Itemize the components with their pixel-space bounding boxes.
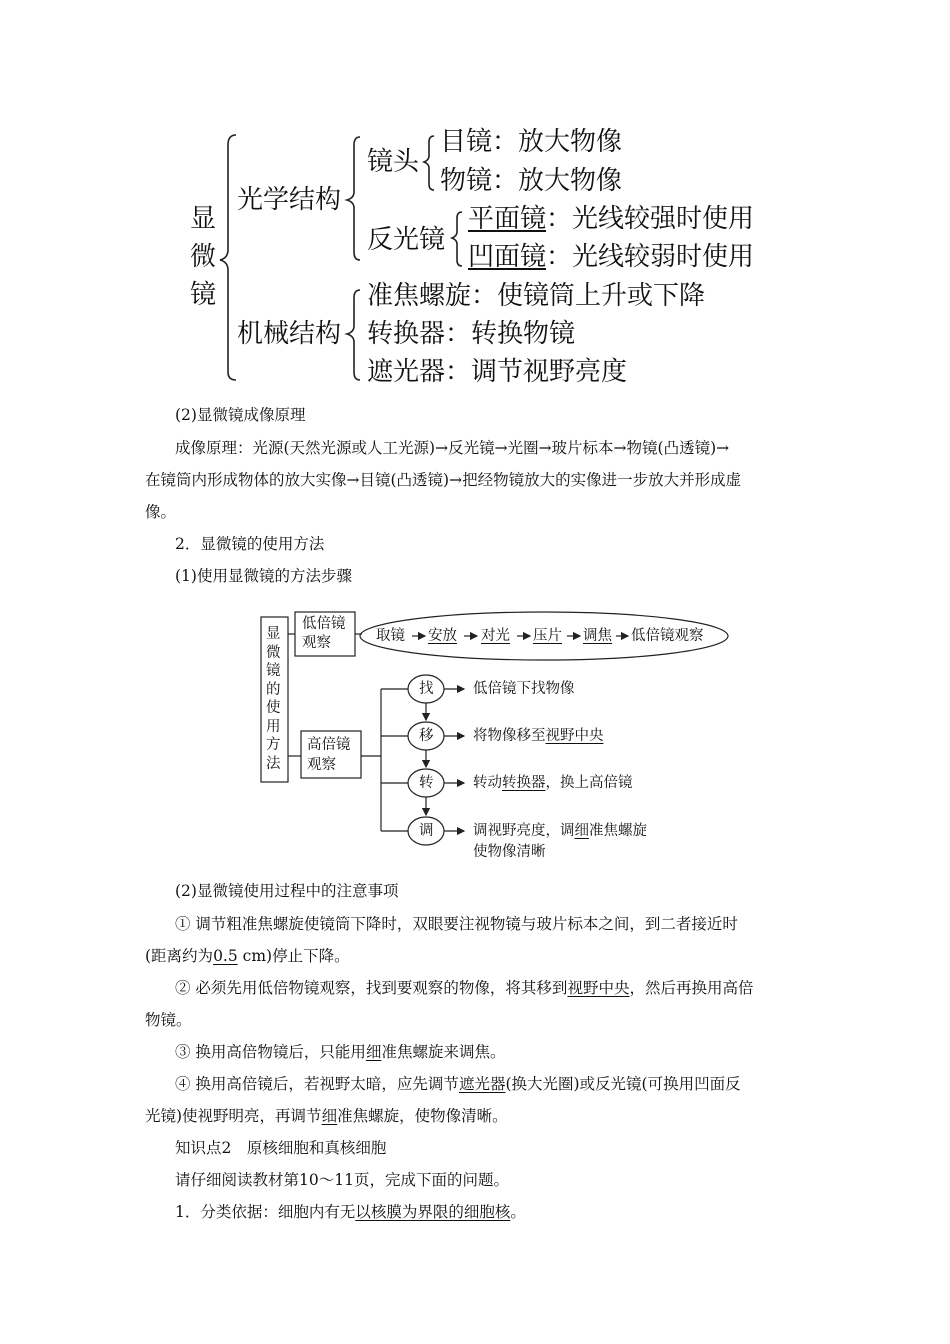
move-desc-pre: 将物像移至 xyxy=(473,728,546,744)
adjust-desc-post: 准焦螺旋 xyxy=(589,823,647,839)
note-2-pre: ② 必须先用低倍物镜观察，找到要观察的物像，将其移到 xyxy=(175,979,568,997)
note-3-key: 细 xyxy=(365,1043,382,1061)
flat-mirror-term: 平面镜 xyxy=(468,204,547,234)
mechanical-structure-label: 机械结构 xyxy=(237,319,342,349)
reflector-label: 反光镜 xyxy=(367,225,446,255)
note-3-post: 准焦螺旋来调焦。 xyxy=(381,1043,506,1061)
cells-item-1-post: 。 xyxy=(510,1203,526,1221)
move-desc-key: 视野中央 xyxy=(545,728,604,744)
objective-line: 物镜：放大物像 xyxy=(440,166,623,196)
step-light: 对光 xyxy=(481,628,510,644)
note-4-line-1 xyxy=(175,1074,741,1094)
cells-item-1-key: 以核膜为界限的细胞核 xyxy=(355,1203,511,1221)
turn-desc-key: 转换器 xyxy=(502,775,546,791)
note-4-line-2 xyxy=(145,1106,508,1126)
concave-mirror-desc: ：光线较弱时使用 xyxy=(546,242,755,272)
step-get-microscope: 取镜 xyxy=(376,628,405,644)
converter-line: 转换器：转换物镜 xyxy=(367,319,576,349)
note-3 xyxy=(175,1042,505,1062)
note-4b-pre: 光镜)使视野明亮，再调节 xyxy=(145,1107,322,1125)
note-4-post: (换大光圈)或反光镜(可换用凹面反 xyxy=(505,1075,741,1093)
note-4b-post: 准焦螺旋，使物像清晰。 xyxy=(337,1107,508,1125)
high-label-1: 高倍镜 xyxy=(307,737,351,753)
note-2-post: ，然后再换用高倍 xyxy=(629,979,754,997)
note-1-post: cm)停止下降。 xyxy=(237,947,350,965)
adjust-desc-key: 细 xyxy=(574,823,589,839)
turn-desc-post: ，换上高倍镜 xyxy=(545,775,633,791)
note-2-line-2: 物镜。 xyxy=(145,1011,192,1029)
flat-mirror-desc: ：光线较强时使用 xyxy=(546,204,755,234)
step-focus: 调焦 xyxy=(583,628,612,644)
coarse-focus-line: 准焦螺旋：使镜筒上升或下降 xyxy=(367,281,706,311)
notes-heading: (2)显微镜使用过程中的注意事项 xyxy=(175,882,399,900)
imaging-line-3: 像。 xyxy=(145,503,177,521)
note-1-line-2 xyxy=(145,946,350,966)
flow-root-label: 显微镜的使用方法 xyxy=(266,626,281,772)
node-find: 找 xyxy=(419,681,434,697)
find-desc: 低倍镜下找物像 xyxy=(473,681,575,697)
usage-subheading: (1)使用显微镜的方法步骤 xyxy=(175,567,352,585)
low-label-1: 低倍镜 xyxy=(302,616,346,632)
adjust-desc-line-2: 使物像清晰 xyxy=(473,844,546,860)
high-label-2: 观察 xyxy=(307,757,336,773)
imaging-line-2: 在镜筒内形成物体的放大实像→目镜(凸透镜)→把经物镜放大的实像进一步放大并形成虚 xyxy=(145,471,742,489)
note-3-pre: ③ 换用高倍物镜后，只能用 xyxy=(175,1043,366,1061)
note-1-pre: (距离约为 xyxy=(145,947,214,965)
diaphragm-line: 遮光器：调节视野亮度 xyxy=(367,357,628,387)
note-4-key: 遮光器 xyxy=(458,1075,506,1093)
turn-desc-pre: 转动 xyxy=(473,775,502,791)
node-adjust: 调 xyxy=(419,823,434,839)
eyepiece-line: 目镜：放大物像 xyxy=(440,127,623,157)
low-label-2: 观察 xyxy=(302,635,331,651)
cells-instruction: 请仔细阅读教材第10～11页，完成下面的问题。 xyxy=(175,1171,509,1189)
step-place: 安放 xyxy=(428,628,457,644)
node-turn: 转 xyxy=(419,775,434,791)
lens-label: 镜头 xyxy=(367,147,420,177)
note-2-key: 视野中央 xyxy=(567,979,630,997)
concave-mirror-term: 凹面镜 xyxy=(468,242,547,272)
cells-item-1-pre: 1．分类依据：细胞内有无 xyxy=(175,1203,356,1221)
adjust-desc xyxy=(473,822,647,840)
cells-item-1 xyxy=(175,1202,526,1222)
node-move: 移 xyxy=(419,728,434,744)
move-desc xyxy=(473,727,604,745)
note-1-line-1: ① 调节粗准焦螺旋使镜筒下降时，双眼要注视物镜与玻片标本之间，到二者接近时 xyxy=(175,915,738,933)
note-1-key: 0.5 xyxy=(213,947,238,965)
note-4b-key: 细 xyxy=(321,1107,338,1125)
cells-heading: 知识点2 原核细胞和真核细胞 xyxy=(175,1139,387,1157)
imaging-heading: (2)显微镜成像原理 xyxy=(175,406,306,424)
turn-desc xyxy=(473,774,633,792)
note-4-pre: ④ 换用高倍镜后，若视野太暗，应先调节 xyxy=(175,1075,459,1093)
step-low-observe: 低倍镜观察 xyxy=(631,628,704,644)
note-2-line-1 xyxy=(175,978,753,998)
root-microscope: 显 微 镜 xyxy=(190,204,217,310)
step-press-slide: 压片 xyxy=(533,628,562,644)
usage-heading: 2．显微镜的使用方法 xyxy=(175,535,325,553)
adjust-desc-pre: 调视野亮度，调 xyxy=(473,823,575,839)
imaging-line-1: 成像原理：光源(天然光源或人工光源)→反光镜→光圈→玻片标本→物镜(凸透镜)→ xyxy=(175,439,730,457)
optical-structure-label: 光学结构 xyxy=(237,185,342,215)
